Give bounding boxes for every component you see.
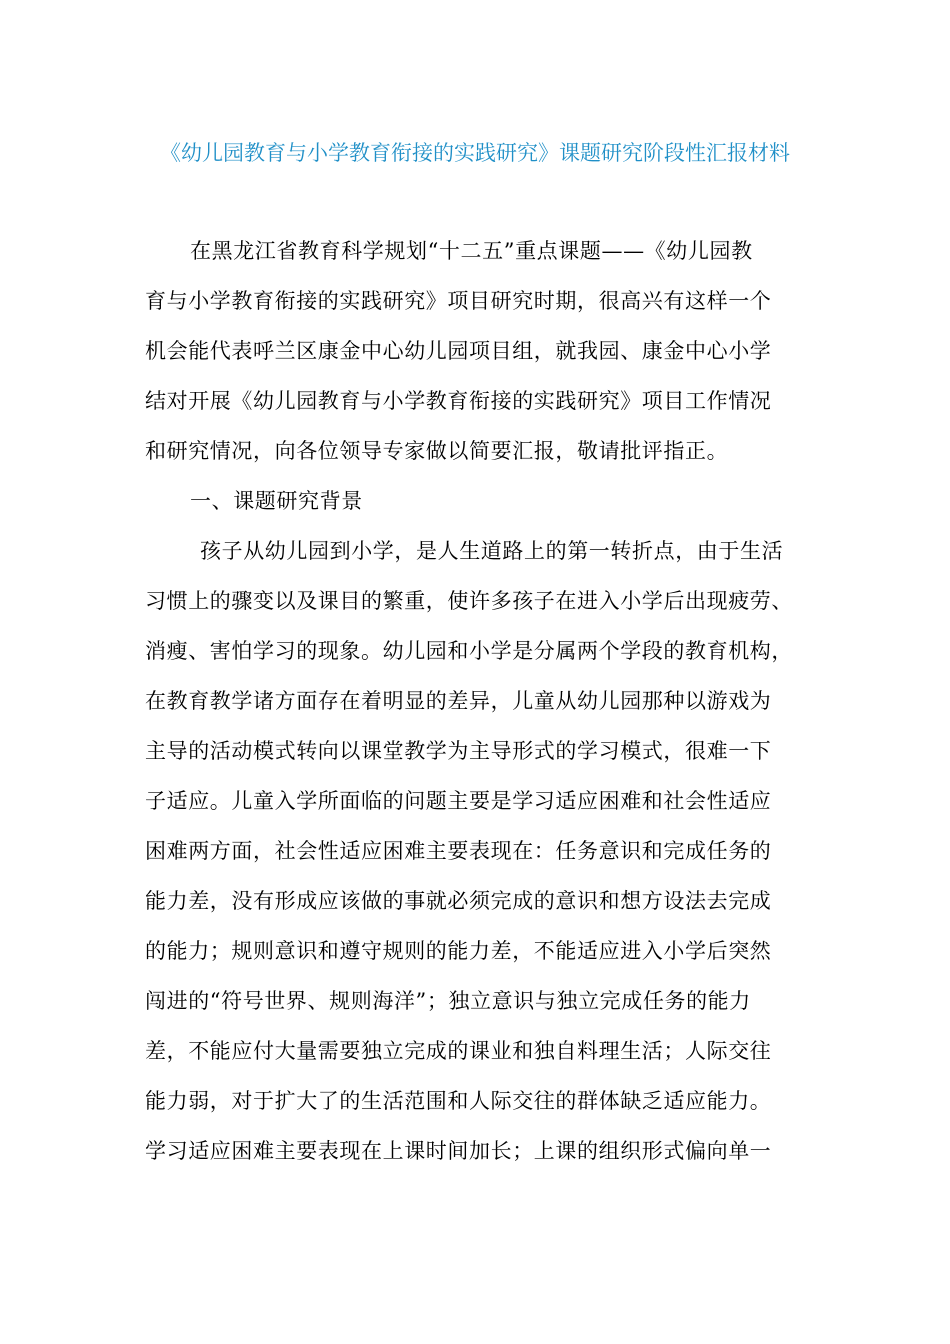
body-line: 孩子从幼儿园到小学，是人生道路上的第一转折点，由于生活	[200, 539, 784, 563]
body-line: 能力差，没有形成应该做的事就必须完成的意识和想方设法去完成	[145, 889, 772, 913]
section-heading: 一、课题研究背景	[190, 489, 363, 513]
intro-line: 在黑龙江省教育科学规划“十二五”重点课题——《幼儿园教	[190, 239, 753, 263]
intro-line: 育与小学教育衔接的实践研究》项目研究时期，很高兴有这样一个	[145, 289, 772, 313]
document-title: 《幼儿园教育与小学教育衔接的实践研究》课题研究阶段性汇报材料	[160, 141, 790, 165]
body-line: 习惯上的骤变以及课目的繁重，使许多孩子在进入小学后出现疲劳、	[145, 589, 793, 613]
body-line: 子适应。儿童入学所面临的问题主要是学习适应困难和社会性适应	[145, 789, 772, 813]
body-line: 的能力；规则意识和遵守规则的能力差，不能适应进入小学后突然	[145, 939, 772, 963]
body-line: 学习适应困难主要表现在上课时间加长；上课的组织形式偏向单一	[145, 1139, 772, 1163]
body-line: 消瘦、害怕学习的现象。幼儿园和小学是分属两个学段的教育机构，	[145, 639, 793, 663]
body-line: 困难两方面，社会性适应困难主要表现在：任务意识和完成任务的	[145, 839, 772, 863]
body-line: 主导的活动模式转向以课堂教学为主导形式的学习模式，很难一下	[145, 739, 772, 763]
body-line: 在教育教学诸方面存在着明显的差异，儿童从幼儿园那种以游戏为	[145, 689, 772, 713]
body-line: 闯进的“符号世界、规则海洋”；独立意识与独立完成任务的能力	[145, 989, 751, 1013]
body-line: 差，不能应付大量需要独立完成的课业和独自料理生活；人际交往	[145, 1039, 772, 1063]
intro-line: 机会能代表呼兰区康金中心幼儿园项目组，就我园、康金中心小学	[145, 339, 772, 363]
intro-line: 和研究情况，向各位领导专家做以简要汇报，敬请批评指正。	[145, 439, 729, 463]
intro-line: 结对开展《幼儿园教育与小学教育衔接的实践研究》项目工作情况	[145, 389, 772, 413]
body-line: 能力弱，对于扩大了的生活范围和人际交往的群体缺乏适应能力。	[145, 1089, 772, 1113]
